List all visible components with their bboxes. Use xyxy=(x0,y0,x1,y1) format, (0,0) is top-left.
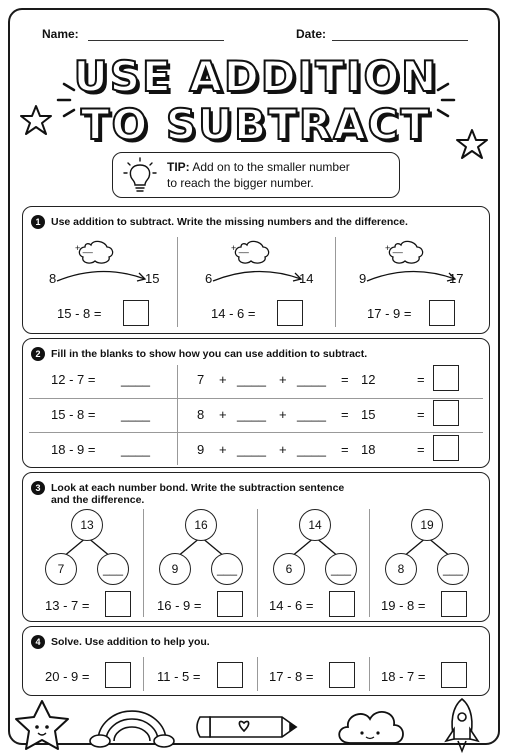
answer-box[interactable] xyxy=(329,662,355,688)
blank[interactable]: ____ xyxy=(121,407,150,422)
subtraction: 15 - 8 = xyxy=(51,407,96,422)
answer-box[interactable] xyxy=(217,591,243,617)
question-number: 1 xyxy=(31,215,45,229)
equals: = xyxy=(417,372,425,387)
part-circle: 8 xyxy=(385,553,417,585)
answer-box[interactable] xyxy=(277,300,303,326)
equals: = xyxy=(417,407,425,422)
tip-box xyxy=(112,152,400,198)
blank[interactable]: ____ xyxy=(297,372,326,387)
divider xyxy=(177,365,178,465)
blank[interactable]: ____ xyxy=(297,442,326,457)
tip-line1: Add on to the smaller number xyxy=(192,160,350,174)
part-circle: 6 xyxy=(273,553,305,585)
star-icon xyxy=(456,128,496,168)
question-number: 3 xyxy=(31,481,45,495)
divider xyxy=(143,657,144,691)
whole-circle: 13 xyxy=(71,509,103,541)
blank-part-circle[interactable]: ___ xyxy=(97,553,129,585)
blank[interactable]: ____ xyxy=(121,442,150,457)
addend: 8 xyxy=(197,407,205,422)
question-2-panel xyxy=(22,338,490,468)
equation: 14 - 6 = xyxy=(211,306,256,321)
tip-line2: to reach the bigger number. xyxy=(167,176,314,190)
answer-box[interactable] xyxy=(441,662,467,688)
name-label: Name: xyxy=(42,27,79,41)
question-number: 2 xyxy=(31,347,45,361)
equation: 20 - 9 = xyxy=(45,669,90,684)
subtraction: 18 - 9 = xyxy=(51,442,96,457)
divider xyxy=(143,509,144,617)
footer-decorations xyxy=(0,695,512,755)
blank[interactable]: ____ xyxy=(121,372,150,387)
answer-box[interactable] xyxy=(441,591,467,617)
cloud-icon xyxy=(339,712,403,743)
plus: + xyxy=(219,407,227,422)
cloud-blank[interactable]: + __ xyxy=(385,243,403,253)
answer-box[interactable] xyxy=(433,365,459,391)
divider xyxy=(335,237,336,327)
rainbow-icon xyxy=(90,711,174,747)
blank[interactable]: ____ xyxy=(237,372,266,387)
equation: 17 - 8 = xyxy=(269,669,314,684)
blank[interactable]: ____ xyxy=(237,407,266,422)
plus: + xyxy=(219,442,227,457)
blank[interactable]: ____ xyxy=(297,407,326,422)
question-1-panel xyxy=(22,206,490,334)
equation: 15 - 8 = xyxy=(57,306,102,321)
blank-part-circle[interactable]: ___ xyxy=(211,553,243,585)
row-divider xyxy=(29,398,483,399)
addend: 9 xyxy=(197,442,205,457)
blank-part-circle[interactable]: ___ xyxy=(325,553,357,585)
subtraction: 12 - 7 = xyxy=(51,372,96,387)
whole-circle: 19 xyxy=(411,509,443,541)
equation: 16 - 9 = xyxy=(157,598,202,613)
question-2-instruction: Fill in the blanks to show how you can use addition to subtract. xyxy=(51,348,368,360)
page-title-line1: USE ADDITION xyxy=(73,52,439,101)
divider xyxy=(369,657,370,691)
question-3-instruction-line1: Look at each number bond. Write the subtraction sentence xyxy=(51,482,345,494)
addend: 7 xyxy=(197,372,205,387)
start-number: 8 xyxy=(49,271,57,286)
equals: = xyxy=(341,407,349,422)
cloud-blank[interactable]: + __ xyxy=(75,243,93,253)
divider xyxy=(369,509,370,617)
question-3-instruction-line2: and the difference. xyxy=(51,494,145,506)
blank[interactable]: ____ xyxy=(237,442,266,457)
equals: = xyxy=(341,442,349,457)
end-number: 17 xyxy=(449,271,464,286)
number-line-arrow xyxy=(213,233,313,283)
number-line-arrow xyxy=(57,233,157,283)
end-number: 15 xyxy=(145,271,160,286)
total: 15 xyxy=(361,407,376,422)
star-icon xyxy=(16,701,68,749)
page-title-line2: TO SUBTRACT xyxy=(80,100,432,149)
equation: 19 - 8 = xyxy=(381,598,426,613)
question-1-instruction: Use addition to subtract. Write the missing numbers and the difference. xyxy=(51,216,408,228)
divider xyxy=(177,237,178,327)
equation: 13 - 7 = xyxy=(45,598,90,613)
answer-box[interactable] xyxy=(123,300,149,326)
total: 18 xyxy=(361,442,376,457)
lightbulb-icon xyxy=(123,157,157,195)
answer-box[interactable] xyxy=(217,662,243,688)
question-number: 4 xyxy=(31,635,45,649)
cloud-blank[interactable]: + __ xyxy=(231,243,249,253)
blank-part-circle[interactable]: ___ xyxy=(437,553,469,585)
divider xyxy=(257,657,258,691)
date-label: Date: xyxy=(296,27,327,41)
equals: = xyxy=(341,372,349,387)
equation: 18 - 7 = xyxy=(381,669,426,684)
question-3-panel xyxy=(22,472,490,622)
plus: + xyxy=(279,442,287,457)
equation: 14 - 6 = xyxy=(269,598,314,613)
start-number: 9 xyxy=(359,271,367,286)
answer-box[interactable] xyxy=(433,435,459,461)
answer-box[interactable] xyxy=(329,591,355,617)
part-circle: 7 xyxy=(45,553,77,585)
pencil-icon xyxy=(197,717,296,737)
equation: 17 - 9 = xyxy=(367,306,412,321)
whole-circle: 16 xyxy=(185,509,217,541)
plus: + xyxy=(279,372,287,387)
plus: + xyxy=(219,372,227,387)
rocket-icon xyxy=(446,699,478,751)
end-number: 14 xyxy=(299,271,314,286)
equals: = xyxy=(417,442,425,457)
tip-text xyxy=(167,159,350,191)
answer-box[interactable] xyxy=(105,662,131,688)
equation: 11 - 5 = xyxy=(157,669,201,684)
answer-box[interactable] xyxy=(105,591,131,617)
answer-box[interactable] xyxy=(433,400,459,426)
star-icon xyxy=(20,104,60,144)
whole-circle: 14 xyxy=(299,509,331,541)
question-4-instruction: Solve. Use addition to help you. xyxy=(51,636,210,648)
part-circle: 9 xyxy=(159,553,191,585)
question-4-panel xyxy=(22,626,490,696)
start-number: 6 xyxy=(205,271,213,286)
plus: + xyxy=(279,407,287,422)
row-divider xyxy=(29,432,483,433)
total: 12 xyxy=(361,372,376,387)
answer-box[interactable] xyxy=(429,300,455,326)
tip-label: TIP: xyxy=(167,160,190,174)
title-dashes xyxy=(0,0,512,160)
divider xyxy=(257,509,258,617)
